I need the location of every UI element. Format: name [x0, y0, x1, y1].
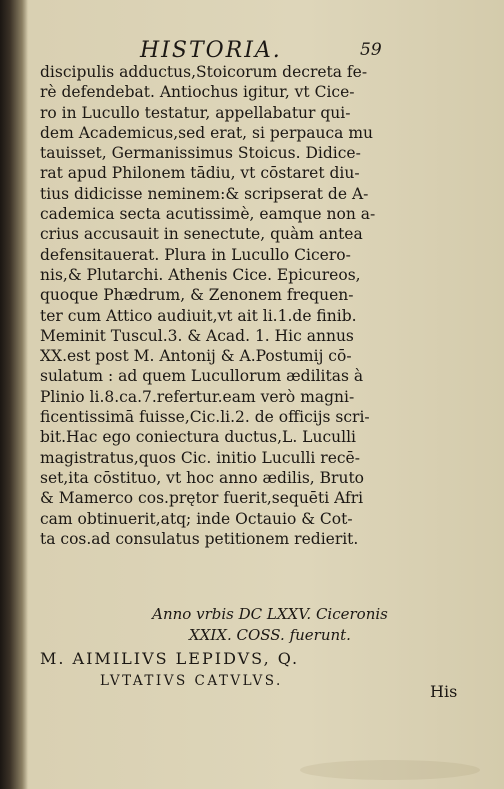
text-line: defensitauerat. Plura in Lucullo Cicero- [40, 245, 351, 264]
text-line: set,ita cōstituo, vt hoc anno ædilis, Bruto [40, 468, 365, 487]
text-line: tius didicisse neminem:& scripserat de A- [40, 184, 369, 203]
text-line: quoque Phædrum, & Zenonem frequen- [40, 286, 354, 305]
text-line: & Mamerco cos.prętor fuerit,sequēti Afri [40, 489, 364, 508]
text-line: Plinio li.8.ca.7.refertur.eam verò magni- [40, 387, 355, 406]
marginal-note [80, 604, 460, 646]
text-line: cademica secta acutissimè, eamque non a- [40, 205, 376, 224]
text-line: rat apud Philonem tādiu, vt cōstaret diu- [40, 164, 360, 183]
note-line-year: Anno vrbis DC LXXV. Ciceronis [152, 605, 388, 623]
text-line: dem Academicus,sed erat, si perpauca mu [40, 123, 374, 142]
text-line: XX.est post M. Antonij & A.Postumij cō- [40, 347, 352, 366]
text-line: sulatum : ad quem Lucullorum ædilitas à [40, 367, 364, 386]
text-line: nis,& Plutarchi. Athenis Cice. Epicureos, [40, 265, 361, 284]
catchword: His [430, 682, 458, 701]
text-line: ta cos.ad consulatus petitionem redierit. [40, 529, 359, 548]
consul-line-1: M. AIMILIVS LEPIDVS, Q. [40, 649, 300, 668]
text-line: Meminit Tuscul.3. & Acad. 1. Hic annus [40, 326, 354, 345]
running-head: HISTORIA. [140, 38, 282, 63]
paper-stain [300, 760, 480, 780]
text-line: bit.Hac ego coniectura ductus,L. Luculli [40, 428, 356, 447]
text-line: tauisset, Germanissimus Stoicus. Didice- [40, 144, 361, 163]
text-line: rè defendebat. Antiochus igitur, vt Cice- [40, 83, 355, 102]
body-text [40, 62, 480, 549]
text-line: ficentissimā fuisse,Cic.li.2. de officijs scri- [40, 408, 370, 427]
text-line: cam obtinuerit,atq; inde Octauio & Cot- [40, 509, 353, 528]
consuls-heading [40, 648, 480, 692]
page-number: 59 [360, 40, 382, 60]
text-line: crius accusauit in senectute, quàm antea [40, 225, 363, 244]
text-line: ter cum Attico audiuit,vt ait li.1.de finib. [40, 306, 357, 325]
text-line: magistratus,quos Cic. initio Luculli recē- [40, 448, 360, 467]
binding-gutter [0, 0, 28, 789]
note-line-consuls: XXIX. COSS. fuerunt. [189, 626, 351, 644]
consul-line-2: LVTATIVS CATVLVS. [100, 673, 283, 689]
text-line: ro in Lucullo testatur, appellabatur qui- [40, 103, 351, 122]
text-line: discipulis adductus,Stoicorum decreta fe- [40, 63, 368, 81]
